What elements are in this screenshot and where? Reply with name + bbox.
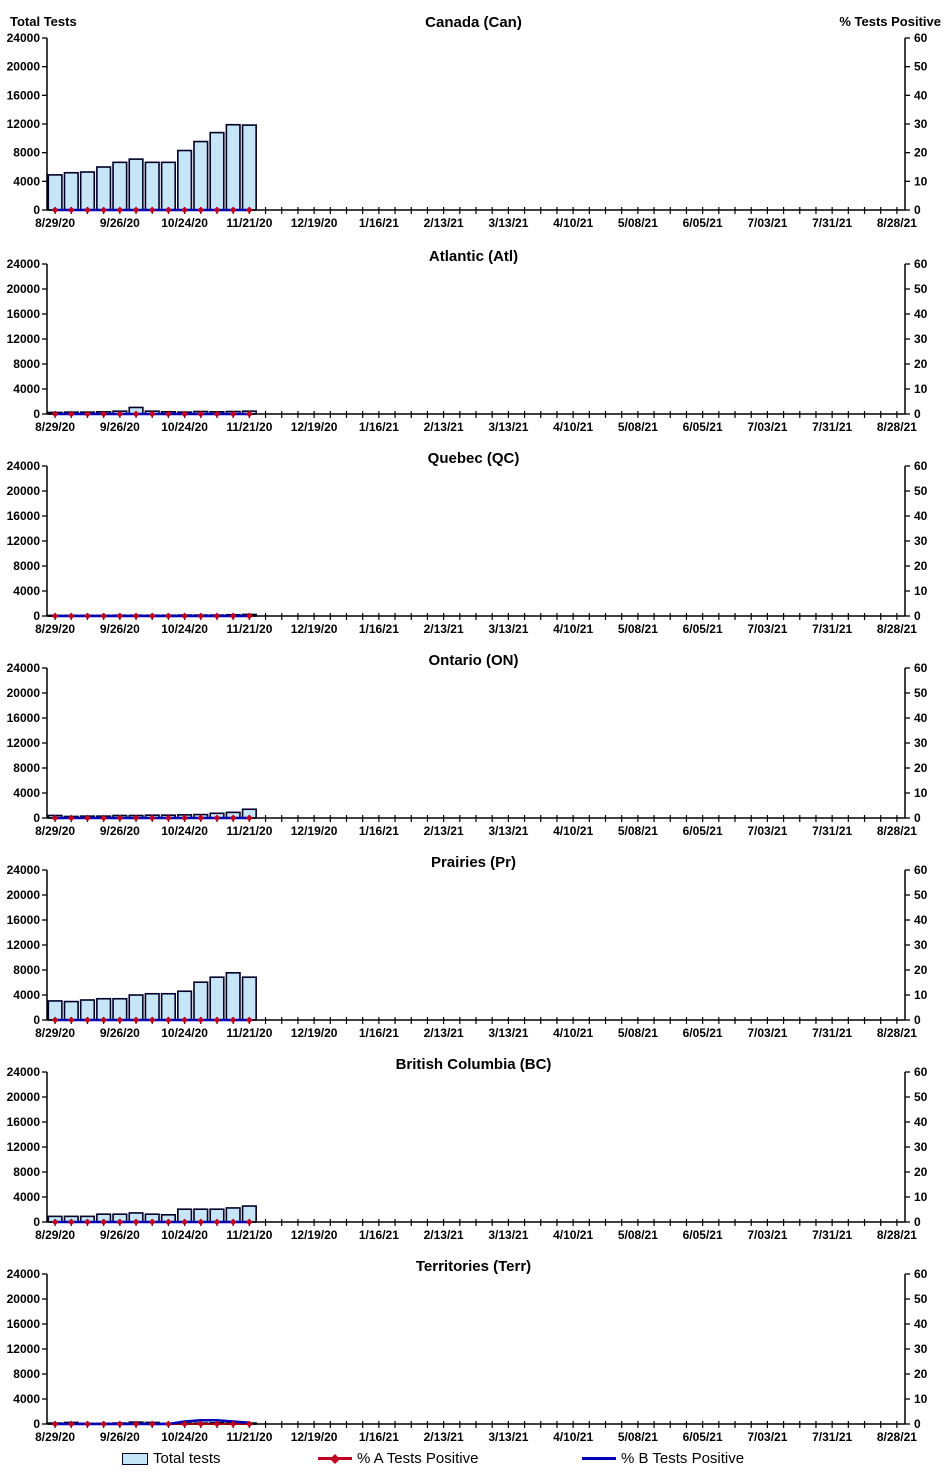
svg-text:60: 60 [914, 257, 928, 271]
pct-b-line-swatch [582, 1457, 616, 1460]
svg-text:4/10/21: 4/10/21 [553, 1026, 594, 1040]
svg-text:4000: 4000 [13, 988, 40, 1002]
svg-text:4000: 4000 [13, 584, 40, 598]
svg-text:8/29/20: 8/29/20 [35, 1430, 76, 1444]
svg-text:10: 10 [914, 988, 928, 1002]
svg-text:11/21/20: 11/21/20 [226, 216, 273, 230]
svg-text:16000: 16000 [6, 88, 40, 103]
svg-text:0: 0 [914, 609, 921, 623]
svg-text:10: 10 [914, 1190, 928, 1204]
svg-text:12/19/20: 12/19/20 [290, 1228, 338, 1242]
svg-text:7/03/21: 7/03/21 [747, 622, 788, 636]
svg-text:50: 50 [914, 686, 928, 700]
svg-text:4/10/21: 4/10/21 [553, 1228, 594, 1242]
svg-text:10/24/20: 10/24/20 [161, 622, 208, 636]
svg-text:4000: 4000 [13, 786, 40, 800]
svg-text:12/19/20: 12/19/20 [290, 1430, 338, 1444]
svg-text:1/16/21: 1/16/21 [358, 824, 399, 838]
svg-text:30: 30 [914, 1140, 928, 1154]
svg-text:60: 60 [914, 863, 928, 877]
diamond-marker-icon [330, 1454, 340, 1464]
svg-text:20: 20 [914, 761, 928, 775]
svg-text:16000: 16000 [6, 509, 40, 523]
canada-plot [0, 0, 947, 232]
svg-text:9/26/20: 9/26/20 [99, 216, 140, 230]
svg-text:50: 50 [914, 1090, 928, 1104]
legend-total-tests-label: Total tests [153, 1450, 221, 1467]
svg-text:0: 0 [33, 407, 40, 421]
svg-text:30: 30 [914, 1342, 928, 1356]
svg-text:8000: 8000 [13, 761, 40, 775]
svg-text:20000: 20000 [6, 1292, 40, 1306]
svg-text:16000: 16000 [6, 1115, 40, 1129]
svg-text:4000: 4000 [13, 174, 40, 189]
svg-text:9/26/20: 9/26/20 [99, 1026, 140, 1040]
svg-text:60: 60 [914, 1065, 928, 1079]
svg-text:40: 40 [914, 88, 928, 103]
svg-text:7/31/21: 7/31/21 [812, 622, 853, 636]
svg-text:16000: 16000 [6, 711, 40, 725]
legend-pct-b-label: % B Tests Positive [621, 1450, 745, 1467]
svg-text:0: 0 [33, 1013, 40, 1027]
svg-text:50: 50 [914, 282, 928, 296]
svg-text:4/10/21: 4/10/21 [553, 1430, 594, 1444]
svg-text:10/24/20: 10/24/20 [161, 1430, 208, 1444]
svg-text:5/08/21: 5/08/21 [617, 1228, 658, 1242]
svg-text:24000: 24000 [6, 459, 40, 473]
svg-text:10/24/20: 10/24/20 [161, 824, 208, 838]
svg-text:12/19/20: 12/19/20 [290, 824, 338, 838]
svg-text:7/31/21: 7/31/21 [812, 824, 853, 838]
svg-text:4000: 4000 [13, 1190, 40, 1204]
svg-text:6/05/21: 6/05/21 [682, 824, 723, 838]
svg-text:3/13/21: 3/13/21 [488, 420, 529, 434]
svg-text:16000: 16000 [6, 1317, 40, 1331]
svg-text:12000: 12000 [6, 736, 40, 750]
svg-text:12000: 12000 [6, 117, 40, 131]
svg-text:0: 0 [914, 1013, 921, 1027]
svg-text:0: 0 [914, 811, 921, 825]
chart-territories [0, 1242, 947, 1444]
svg-text:3/13/21: 3/13/21 [488, 824, 529, 838]
svg-text:24000: 24000 [6, 257, 40, 271]
svg-text:40: 40 [914, 1317, 928, 1331]
svg-text:9/26/20: 9/26/20 [99, 420, 140, 434]
svg-text:20: 20 [914, 1367, 928, 1381]
legend-total-tests [122, 1450, 221, 1467]
svg-text:9/26/20: 9/26/20 [99, 1430, 140, 1444]
svg-text:12/19/20: 12/19/20 [290, 622, 338, 636]
legend [0, 1444, 947, 1476]
svg-text:8/29/20: 8/29/20 [35, 420, 76, 434]
svg-text:24000: 24000 [6, 1065, 40, 1079]
svg-text:24000: 24000 [6, 661, 40, 675]
svg-text:40: 40 [914, 307, 928, 321]
svg-text:60: 60 [914, 459, 928, 473]
chart-ontario [0, 636, 947, 838]
svg-text:8/29/20: 8/29/20 [35, 1228, 76, 1242]
svg-text:7/03/21: 7/03/21 [747, 1228, 788, 1242]
svg-text:11/21/20: 11/21/20 [226, 622, 273, 636]
svg-text:8/29/20: 8/29/20 [35, 216, 76, 230]
svg-text:2/13/21: 2/13/21 [423, 824, 464, 838]
svg-text:5/08/21: 5/08/21 [617, 1026, 658, 1040]
svg-text:7/31/21: 7/31/21 [812, 1026, 853, 1040]
svg-text:3/13/21: 3/13/21 [488, 1228, 529, 1242]
svg-text:11/21/20: 11/21/20 [226, 1430, 273, 1444]
svg-text:20000: 20000 [6, 59, 40, 74]
svg-text:6/05/21: 6/05/21 [682, 1228, 723, 1242]
svg-text:4000: 4000 [13, 1392, 40, 1406]
chart-title-ontario: Ontario (ON) [428, 652, 519, 669]
svg-text:12000: 12000 [6, 332, 40, 346]
svg-text:1/16/21: 1/16/21 [358, 420, 399, 434]
svg-text:50: 50 [914, 59, 928, 74]
svg-text:24000: 24000 [6, 1267, 40, 1281]
svg-text:11/21/20: 11/21/20 [226, 420, 273, 434]
chart-canada [0, 0, 947, 232]
chart-atlantic [0, 232, 947, 434]
svg-text:20000: 20000 [6, 686, 40, 700]
svg-text:9/26/20: 9/26/20 [99, 1228, 140, 1242]
svg-text:50: 50 [914, 1292, 928, 1306]
svg-text:7/31/21: 7/31/21 [812, 216, 853, 230]
svg-text:8000: 8000 [13, 357, 40, 371]
chart-title-canada: Canada (Can) [425, 14, 522, 31]
svg-text:1/16/21: 1/16/21 [358, 622, 399, 636]
chart-title-territories: Territories (Terr) [415, 1258, 532, 1275]
total-tests-swatch [122, 1453, 148, 1465]
svg-text:9/26/20: 9/26/20 [99, 824, 140, 838]
chart-british-columbia [0, 1040, 947, 1242]
left-axis-title: Total Tests [10, 14, 77, 29]
svg-text:4000: 4000 [13, 382, 40, 396]
svg-text:8/28/21: 8/28/21 [876, 824, 917, 838]
svg-text:20000: 20000 [6, 282, 40, 296]
svg-text:1/16/21: 1/16/21 [358, 1430, 399, 1444]
svg-text:10: 10 [914, 584, 928, 598]
svg-text:20000: 20000 [6, 888, 40, 902]
svg-text:4/10/21: 4/10/21 [553, 216, 594, 230]
svg-text:8/29/20: 8/29/20 [35, 824, 76, 838]
svg-text:10/24/20: 10/24/20 [161, 420, 208, 434]
svg-text:40: 40 [914, 509, 928, 523]
svg-text:2/13/21: 2/13/21 [423, 1026, 464, 1040]
svg-text:30: 30 [914, 332, 928, 346]
chart-quebec [0, 434, 947, 636]
svg-text:30: 30 [914, 534, 928, 548]
svg-text:6/05/21: 6/05/21 [682, 1430, 723, 1444]
svg-text:5/08/21: 5/08/21 [617, 420, 658, 434]
legend-pct-b-positive [582, 1450, 744, 1467]
svg-text:20: 20 [914, 963, 928, 977]
svg-text:60: 60 [914, 1267, 928, 1281]
svg-text:10: 10 [914, 382, 928, 396]
svg-text:8000: 8000 [13, 963, 40, 977]
svg-text:2/13/21: 2/13/21 [423, 622, 464, 636]
svg-text:10/24/20: 10/24/20 [161, 1228, 208, 1242]
svg-text:7/03/21: 7/03/21 [747, 1026, 788, 1040]
svg-text:5/08/21: 5/08/21 [617, 622, 658, 636]
svg-text:10: 10 [914, 786, 928, 800]
svg-text:3/13/21: 3/13/21 [488, 622, 529, 636]
svg-text:11/21/20: 11/21/20 [226, 824, 273, 838]
svg-text:8/28/21: 8/28/21 [876, 1228, 917, 1242]
svg-text:50: 50 [914, 888, 928, 902]
svg-text:2/13/21: 2/13/21 [423, 1430, 464, 1444]
svg-text:8/28/21: 8/28/21 [876, 420, 917, 434]
svg-text:0: 0 [914, 1215, 921, 1229]
svg-text:8/28/21: 8/28/21 [876, 216, 917, 230]
svg-text:10/24/20: 10/24/20 [161, 216, 208, 230]
svg-text:8000: 8000 [13, 1367, 40, 1381]
svg-text:20: 20 [914, 559, 928, 573]
chart-title-atlantic: Atlantic (Atl) [428, 248, 519, 265]
svg-text:3/13/21: 3/13/21 [488, 1026, 529, 1040]
svg-text:0: 0 [33, 609, 40, 623]
svg-text:5/08/21: 5/08/21 [617, 824, 658, 838]
svg-text:40: 40 [914, 1115, 928, 1129]
svg-text:4/10/21: 4/10/21 [553, 420, 594, 434]
right-axis-title: % Tests Positive [839, 14, 941, 29]
svg-text:5/08/21: 5/08/21 [617, 1430, 658, 1444]
pct-a-line-swatch [318, 1457, 352, 1460]
svg-text:12/19/20: 12/19/20 [290, 420, 338, 434]
svg-text:30: 30 [914, 736, 928, 750]
svg-text:7/03/21: 7/03/21 [747, 824, 788, 838]
svg-text:8000: 8000 [13, 145, 40, 160]
svg-text:0: 0 [914, 1417, 921, 1431]
legend-pct-a-positive [318, 1450, 478, 1467]
svg-text:9/26/20: 9/26/20 [99, 622, 140, 636]
svg-text:8/29/20: 8/29/20 [35, 622, 76, 636]
svg-text:7/31/21: 7/31/21 [812, 1228, 853, 1242]
svg-text:8000: 8000 [13, 1165, 40, 1179]
svg-text:12000: 12000 [6, 534, 40, 548]
svg-text:20000: 20000 [6, 484, 40, 498]
svg-text:16000: 16000 [6, 307, 40, 321]
svg-text:3/13/21: 3/13/21 [488, 1430, 529, 1444]
svg-text:2/13/21: 2/13/21 [423, 216, 464, 230]
svg-text:60: 60 [914, 661, 928, 675]
svg-text:4/10/21: 4/10/21 [553, 622, 594, 636]
svg-text:12/19/20: 12/19/20 [290, 1026, 338, 1040]
svg-text:8/28/21: 8/28/21 [876, 1430, 917, 1444]
svg-text:2/13/21: 2/13/21 [423, 1228, 464, 1242]
svg-text:11/21/20: 11/21/20 [226, 1228, 273, 1242]
svg-text:12000: 12000 [6, 1140, 40, 1154]
svg-text:0: 0 [33, 1417, 40, 1431]
svg-text:6/05/21: 6/05/21 [682, 216, 723, 230]
svg-text:1/16/21: 1/16/21 [358, 1026, 399, 1040]
svg-text:20: 20 [914, 145, 928, 160]
svg-text:8/28/21: 8/28/21 [876, 622, 917, 636]
svg-text:11/21/20: 11/21/20 [226, 1026, 273, 1040]
svg-text:7/03/21: 7/03/21 [747, 1430, 788, 1444]
svg-text:7/31/21: 7/31/21 [812, 1430, 853, 1444]
svg-text:24000: 24000 [6, 31, 40, 45]
svg-text:4/10/21: 4/10/21 [553, 824, 594, 838]
svg-text:12/19/20: 12/19/20 [290, 216, 338, 230]
svg-text:8/28/21: 8/28/21 [876, 1026, 917, 1040]
svg-text:30: 30 [914, 117, 928, 131]
svg-text:0: 0 [914, 407, 921, 421]
svg-text:12000: 12000 [6, 938, 40, 952]
chart-title-quebec: Quebec (QC) [427, 450, 520, 467]
svg-text:50: 50 [914, 484, 928, 498]
svg-text:0: 0 [914, 203, 921, 217]
svg-text:12000: 12000 [6, 1342, 40, 1356]
svg-text:40: 40 [914, 711, 928, 725]
svg-text:24000: 24000 [6, 863, 40, 877]
svg-text:1/16/21: 1/16/21 [358, 1228, 399, 1242]
svg-text:30: 30 [914, 938, 928, 952]
svg-text:10: 10 [914, 174, 928, 189]
svg-text:8000: 8000 [13, 559, 40, 573]
svg-text:20: 20 [914, 1165, 928, 1179]
legend-pct-a-label: % A Tests Positive [357, 1450, 479, 1467]
svg-text:20: 20 [914, 357, 928, 371]
svg-text:7/03/21: 7/03/21 [747, 420, 788, 434]
svg-text:0: 0 [33, 1215, 40, 1229]
svg-text:5/08/21: 5/08/21 [617, 216, 658, 230]
svg-text:10/24/20: 10/24/20 [161, 1026, 208, 1040]
svg-text:6/05/21: 6/05/21 [682, 420, 723, 434]
svg-text:3/13/21: 3/13/21 [488, 216, 529, 230]
svg-text:7/31/21: 7/31/21 [812, 420, 853, 434]
svg-text:40: 40 [914, 913, 928, 927]
svg-text:10: 10 [914, 1392, 928, 1406]
svg-text:20000: 20000 [6, 1090, 40, 1104]
svg-text:6/05/21: 6/05/21 [682, 1026, 723, 1040]
chart-title-british-columbia: British Columbia (BC) [395, 1056, 552, 1073]
svg-text:2/13/21: 2/13/21 [423, 420, 464, 434]
svg-text:6/05/21: 6/05/21 [682, 622, 723, 636]
svg-text:0: 0 [33, 811, 40, 825]
svg-text:60: 60 [914, 31, 928, 45]
svg-text:1/16/21: 1/16/21 [358, 216, 399, 230]
svg-text:7/03/21: 7/03/21 [747, 216, 788, 230]
svg-text:8/29/20: 8/29/20 [35, 1026, 76, 1040]
chart-prairies [0, 838, 947, 1040]
svg-text:0: 0 [33, 203, 40, 217]
chart-title-prairies: Prairies (Pr) [430, 854, 517, 871]
svg-text:16000: 16000 [6, 913, 40, 927]
